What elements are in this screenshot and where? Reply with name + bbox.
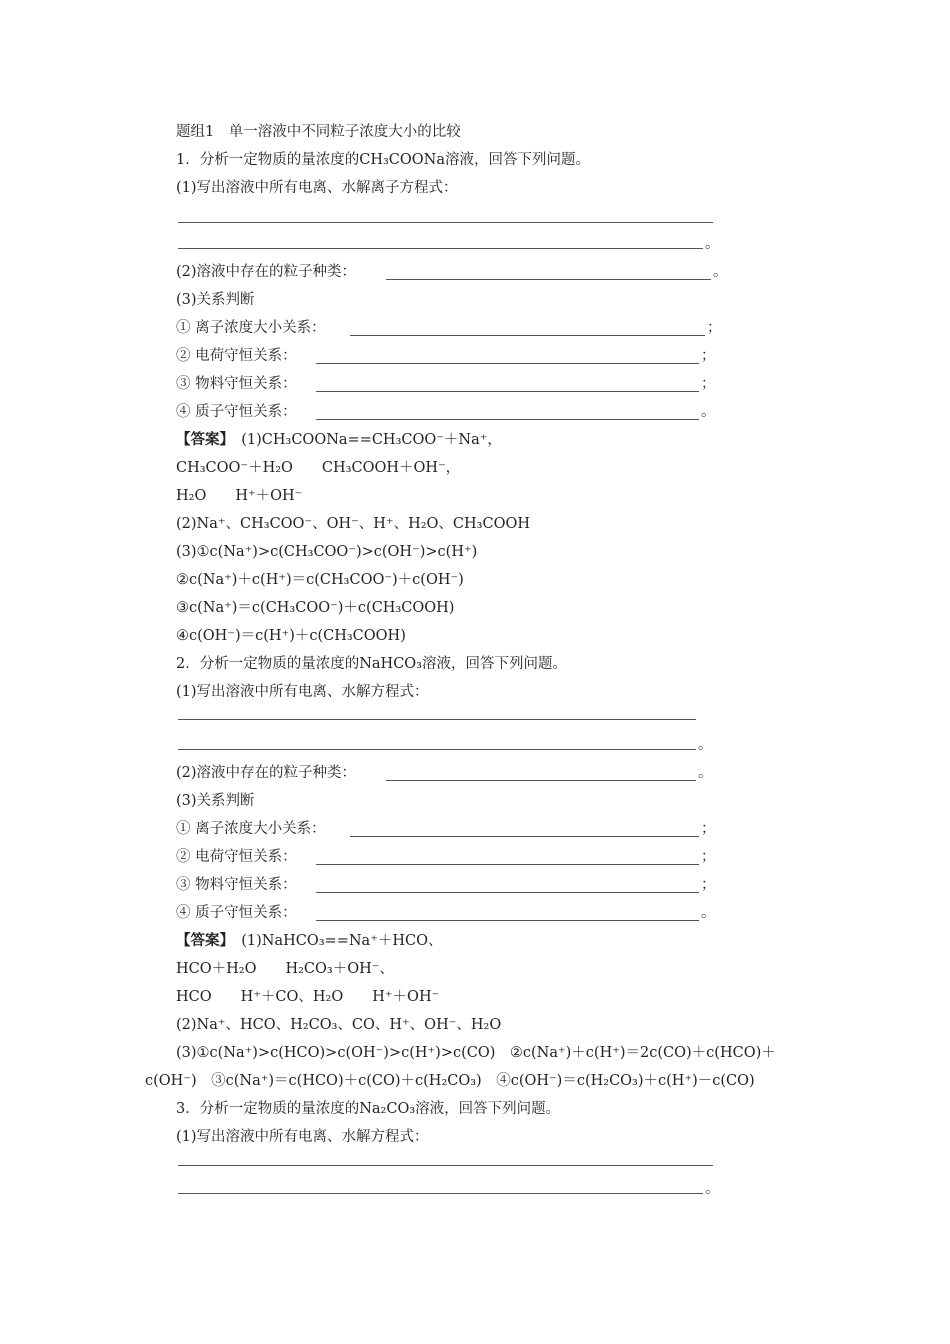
q1-answer-blank-2[interactable]: [178, 248, 703, 249]
q1-answer-line-8: ④c(OH⁻)＝c(H⁺)＋c(CH₃COOH): [176, 628, 406, 644]
q2-part3-prompt: (3)关系判断: [176, 793, 255, 809]
q2-title: 2．分析一定物质的量浓度的NaHCO₃溶液，回答下列问题。: [176, 656, 567, 672]
semicolon-mark: ；: [701, 821, 716, 837]
period-mark: 。: [701, 404, 716, 420]
q1-relation-3-blank[interactable]: [316, 391, 699, 392]
q1-answer-line-6: ②c(Na⁺)＋c(H⁺)＝c(CH₃COO⁻)＋c(OH⁻): [176, 572, 464, 588]
q1-part2-prompt: (2)溶液中存在的粒子种类：: [176, 264, 357, 280]
q2-relation-3-blank[interactable]: [316, 892, 699, 893]
period-mark: 。: [705, 1181, 720, 1197]
semicolon-mark: ；: [701, 877, 716, 893]
q2-answer-line-4: (2)Na⁺、HCO、H₂CO₃、CO、H⁺、OH⁻、H₂O: [176, 1017, 502, 1033]
answer-label: 【答案】: [176, 932, 227, 949]
group-heading: 题组1 单一溶液中不同粒子浓度大小的比较: [176, 124, 461, 140]
q2-relation-2-blank[interactable]: [316, 864, 699, 865]
semicolon-mark: ；: [701, 348, 716, 364]
q1-title: 1．分析一定物质的量浓度的CH₃COONa溶液，回答下列问题。: [176, 152, 590, 168]
q1-answer-text-1: (1)CH₃COONa==CH₃COO⁻＋Na⁺，: [226, 432, 502, 448]
q1-answer-line-4: (2)Na⁺、CH₃COO⁻、OH⁻、H⁺、H₂O、CH₃COOH: [176, 516, 530, 532]
q1-relation-2-blank[interactable]: [316, 363, 699, 364]
q1-answer-line-2: CH₃COO⁻＋H₂O CH₃COOH＋OH⁻，: [176, 460, 461, 476]
semicolon-mark: ；: [707, 320, 722, 336]
q2-part2-prompt: (2)溶液中存在的粒子种类：: [176, 765, 357, 781]
semicolon-mark: ；: [701, 849, 716, 865]
q1-relation-2-label: ② 电荷守恒关系：: [176, 348, 297, 364]
q2-answer-line-3: HCO H⁺＋CO、H₂O H⁺＋OH⁻: [176, 989, 440, 1005]
q1-part1-prompt: (1)写出溶液中所有电离、水解离子方程式：: [176, 180, 458, 196]
q2-relation-2-label: ② 电荷守恒关系：: [176, 849, 297, 865]
q3-answer-blank-1[interactable]: [178, 1165, 713, 1166]
q1-part3-prompt: (3)关系判断: [176, 292, 255, 308]
q2-relation-1-blank[interactable]: [350, 836, 699, 837]
q2-answer-blank-2[interactable]: [178, 749, 696, 750]
period-mark: 。: [698, 765, 713, 781]
q1-answer-blank-1[interactable]: [178, 222, 713, 223]
q2-part1-prompt: (1)写出溶液中所有电离、水解方程式：: [176, 684, 429, 700]
q1-relation-1-label: ① 离子浓度大小关系：: [176, 320, 326, 336]
q1-species-blank[interactable]: [386, 279, 711, 280]
q2-answer-line-6: c(OH⁻) ③c(Na⁺)＝c(HCO)＋c(CO)＋c(H₂CO₃) ④c(OH⁻)＝c(H₂CO₃)＋c(H⁺)－c(CO): [145, 1073, 755, 1089]
q1-relation-1-blank[interactable]: [350, 335, 705, 336]
q2-answer-line-5: (3)①c(Na⁺)>c(HCO)>c(OH⁻)>c(H⁺)>c(CO) ②c(Na⁺)＋c(H⁺)＝2c(CO)＋c(HCO)＋: [176, 1045, 776, 1061]
q2-species-blank[interactable]: [386, 780, 696, 781]
q2-answer-line-1: [176, 931, 442, 951]
q1-answer-line-1: [176, 430, 502, 450]
q1-answer-line-7: ③c(Na⁺)＝c(CH₃COO⁻)＋c(CH₃COOH): [176, 600, 455, 616]
q2-answer-line-2: HCO＋H₂O H₂CO₃＋OH⁻、: [176, 961, 394, 977]
q2-answer-blank-1[interactable]: [178, 719, 696, 720]
period-mark: 。: [705, 236, 720, 252]
q1-answer-line-3: H₂O H⁺＋OH⁻: [176, 488, 303, 504]
q1-relation-4-label: ④ 质子守恒关系：: [176, 404, 297, 420]
q2-relation-4-label: ④ 质子守恒关系：: [176, 905, 297, 921]
q3-title: 3．分析一定物质的量浓度的Na₂CO₃溶液，回答下列问题。: [176, 1101, 561, 1117]
period-mark: 。: [713, 264, 728, 280]
q1-relation-4-blank[interactable]: [316, 419, 699, 420]
period-mark: 。: [698, 737, 713, 753]
q2-relation-3-label: ③ 物料守恒关系：: [176, 877, 297, 893]
q1-relation-3-label: ③ 物料守恒关系：: [176, 376, 297, 392]
semicolon-mark: ；: [701, 376, 716, 392]
q2-relation-4-blank[interactable]: [316, 920, 699, 921]
period-mark: 。: [701, 905, 716, 921]
q1-answer-line-5: (3)①c(Na⁺)>c(CH₃COO⁻)>c(OH⁻)>c(H⁺): [176, 544, 478, 560]
q3-part1-prompt: (1)写出溶液中所有电离、水解方程式：: [176, 1129, 429, 1145]
answer-label: 【答案】: [176, 431, 227, 448]
q2-relation-1-label: ① 离子浓度大小关系：: [176, 821, 326, 837]
q3-answer-blank-2[interactable]: [178, 1193, 703, 1194]
q2-answer-text-1: (1)NaHCO₃==Na⁺＋HCO、: [226, 933, 443, 949]
